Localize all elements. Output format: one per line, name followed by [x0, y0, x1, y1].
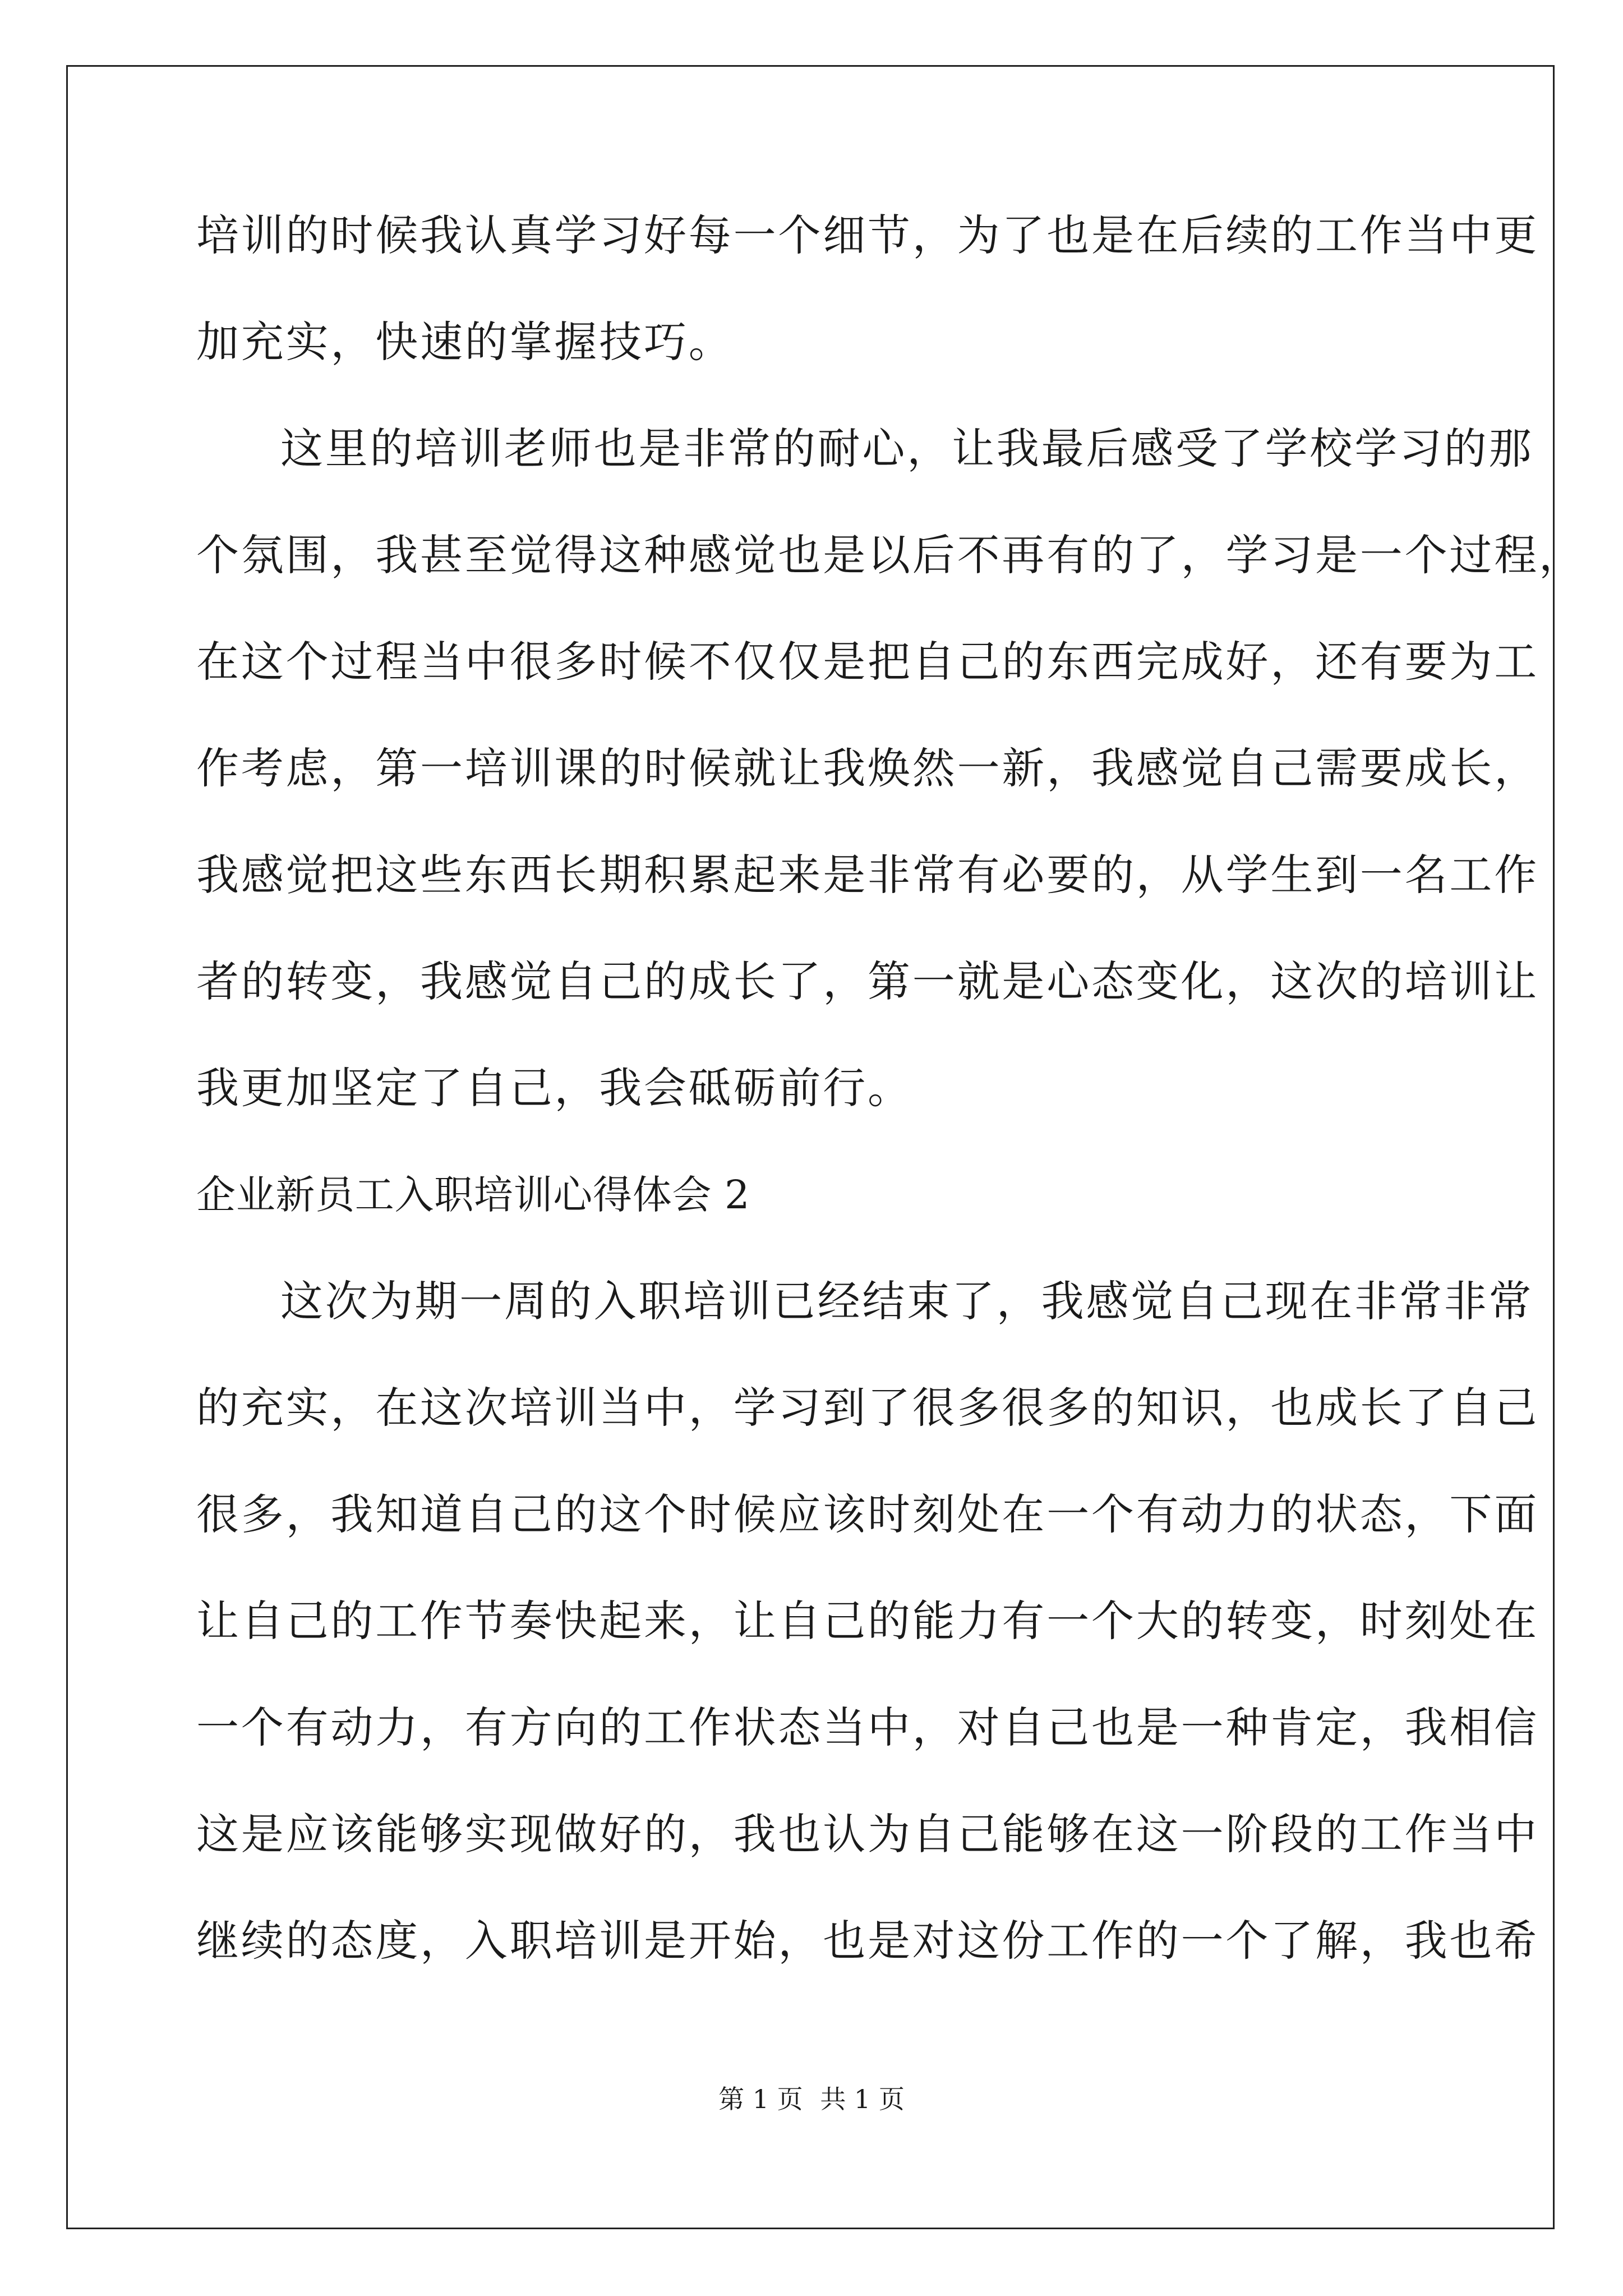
paragraph-line: 作考虑，第一培训课的时候就让我焕然一新，我感觉自己需要成长， — [196, 743, 1539, 793]
paragraph-line: 个氛围，我甚至觉得这种感觉也是以后不再有的了，学习是一个过程， — [196, 530, 1584, 580]
paragraph-line: 的充实，在这次培训当中，学习到了很多很多的知识，也成长了自己 — [196, 1383, 1539, 1433]
paragraph-line: 在这个过程当中很多时候不仅仅是把自己的东西完成好，还有要为工 — [196, 637, 1539, 687]
document-body — [196, 210, 1584, 2026]
paragraph-line: 继续的态度，入职培训是开始，也是对这份工作的一个了解，我也希 — [196, 1916, 1539, 1966]
page-number: 第 1 页 — [718, 2084, 803, 2114]
paragraph-line: 我感觉把这些东西长期积累起来是非常有必要的，从学生到一名工作 — [196, 850, 1539, 900]
page-footer — [0, 2085, 1623, 2113]
paragraph-line: 这次为期一周的入职培训已经结束了，我感觉自己现在非常非常 — [280, 1276, 1534, 1326]
paragraph-line: 这是应该能够实现做好的，我也认为自己能够在这一阶段的工作当中 — [196, 1809, 1539, 1859]
paragraph-line: 培训的时候我认真学习好每一个细节，为了也是在后续的工作当中更 — [196, 210, 1539, 260]
paragraph-line: 很多，我知道自己的这个时候应该时刻处在一个有动力的状态，下面 — [196, 1489, 1539, 1539]
paragraph-line: 让自己的工作节奏快起来，让自己的能力有一个大的转变，时刻处在 — [196, 1596, 1539, 1646]
paragraph-line: 这里的培训老师也是非常的耐心，让我最后感受了学校学习的那 — [280, 424, 1534, 473]
section-heading: 企业新员工入职培训心得体会 2 — [196, 1172, 750, 1218]
paragraph-line: 者的转变，我感觉自己的成长了，第一就是心态变化，这次的培训让 — [196, 956, 1539, 1006]
page-total: 共 1 页 — [820, 2084, 905, 2114]
paragraph-line: 我更加坚定了自己，我会砥砺前行。 — [196, 1063, 912, 1113]
paragraph-line: 一个有动力，有方向的工作状态当中，对自己也是一种肯定，我相信 — [196, 1703, 1539, 1752]
paragraph-line: 加充实，快速的掌握技巧。 — [196, 317, 734, 367]
